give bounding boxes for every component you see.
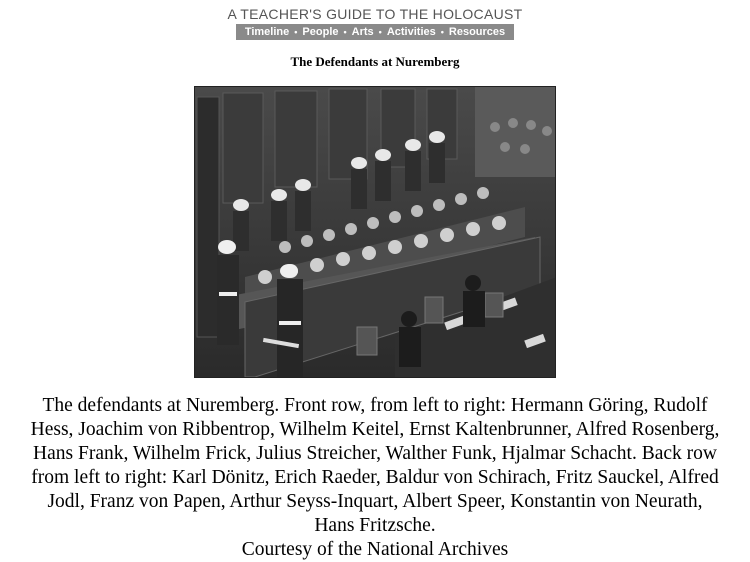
site-header xyxy=(0,6,750,23)
nav-people-link[interactable]: People xyxy=(302,26,339,38)
page-title: The Defendants at Nuremberg xyxy=(290,54,460,69)
nav-arts-link[interactable]: Arts xyxy=(351,26,374,38)
nav-resources-link[interactable]: Resources xyxy=(448,26,506,38)
nav-timeline-link[interactable]: Timeline xyxy=(244,26,290,38)
nav-separator: • xyxy=(378,27,382,37)
nav-bar xyxy=(236,24,514,40)
nuremberg-photo xyxy=(194,86,556,378)
photo-caption: The defendants at Nuremberg. Front row, from left to right: Hermann Göring, Rudolf Hess, Joachim von Ribbentrop, Wilhelm Keitel, Ernst Kaltenbrunner, Alfred Rosenberg, Hans Frank, Wilhelm Frick, Julius Streicher, Walther Funk, Hjalmar Schacht. Back row from left to right: Karl Dönitz, Erich Raeder, Baldur von Schirach, Fritz Sauckel, Alfred Jodl, Franz von Papen, Arthur Seyss-Inquart, Albert Speer, Konstantin von Neurath, Hans Fritzsche. xyxy=(30,395,720,536)
nav-separator: • xyxy=(343,27,347,37)
nav-activities-link[interactable]: Activities xyxy=(386,26,436,38)
nav-separator: • xyxy=(440,27,444,37)
photo-illustration xyxy=(195,87,556,378)
nav-separator: • xyxy=(294,27,298,37)
photo-credit: Courtesy of the National Archives xyxy=(241,539,509,560)
site-title[interactable]: A TEACHER'S GUIDE TO THE HOLOCAUST xyxy=(227,6,523,22)
